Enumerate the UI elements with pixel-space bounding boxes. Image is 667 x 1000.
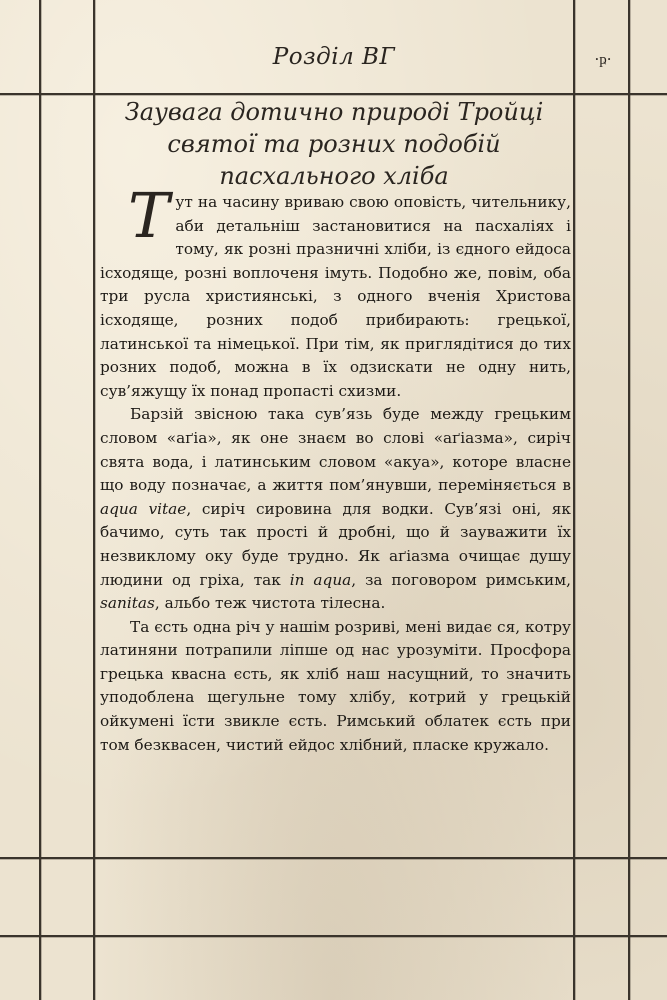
- paragraph-3: [100, 616, 571, 758]
- paragraph-3-text: Та єсть одна річ у нашім розриві, мені видає ся, котру латиняни потрапили ліпше од нас урозуміти. Просфора грецька квасна єсть, як хліб наш насущний, то значить уподоблена щегульне тому хлібу, котрий у грецькій ойкумені їсти звикле єсть. Римський облатек єсть при том безквасен, чистий ейдос хлібний, пласке кружало.: [100, 617, 571, 754]
- paragraph-1: [100, 179, 571, 403]
- latin-word-sanitas: sanitas: [100, 594, 155, 613]
- paragraph-2-text-a: Барзій звісною така сув’язь буде между грецьким словом «аґіа», як оне знаєм во слові «аґіазма», сиріч свята вода, і латинським словом «акуа», которе власне що воду позначає, а життя пом’янувши, переміняється в: [100, 405, 571, 495]
- drop-cap: Т: [128, 179, 170, 252]
- frame-rule-left-inner: [93, 0, 95, 1000]
- latin-phrase-in-aqua: in aqua: [289, 570, 352, 589]
- frame-rule-left-outer: [39, 0, 41, 1000]
- latin-phrase-aqua-vitae: aqua vitae: [100, 499, 187, 518]
- frame-rule-right-outer: [628, 0, 630, 1000]
- frame-rule-top: [0, 93, 667, 95]
- paragraph-2-text-d: , альбо теж чистота тілесна.: [154, 594, 386, 613]
- paragraph-2-text-b: , сиріч сировина для водки. Сув’язі оні, як бачимо, суть так прості й дробні, що й зауважити їх незвиклому оку буде трудно. Як аґіазма очищає душу людини од гріха, так: [100, 499, 571, 589]
- paragraph-2: [100, 403, 571, 615]
- body-text: [100, 179, 571, 757]
- section-title: Заувага дотично природі Тройці святої та розних подобій пасхального хліба: [124, 98, 544, 190]
- frame-rule-bottom-upper: [0, 857, 667, 859]
- paragraph-2-text-c: , за поговором римським,: [351, 570, 571, 589]
- paragraph-1-text: ут на часину вриваю свою оповість, чительнику, аби детальніш застановитися на пасхаліях і тому, як розні празничні хліби, із єдного ейдоса ісходяще, розні воплоченя імуть. Подобно же, повім, оба три русла християнські, з одного вченія Христова ісходяще, розних подоб прибирають: грецької, латинської та німецької. При тім, як приглядітися до тих розних подоб, можна в їх одзискати не одну нить, сув’яжущу їх понад пропасті схизми.: [100, 193, 571, 400]
- chapter-heading: Розділ ВГ: [272, 44, 396, 70]
- page-number: ·ҏ·: [594, 50, 612, 68]
- frame-rule-right-inner: [573, 0, 575, 1000]
- frame-rule-bottom-lower: [0, 935, 667, 937]
